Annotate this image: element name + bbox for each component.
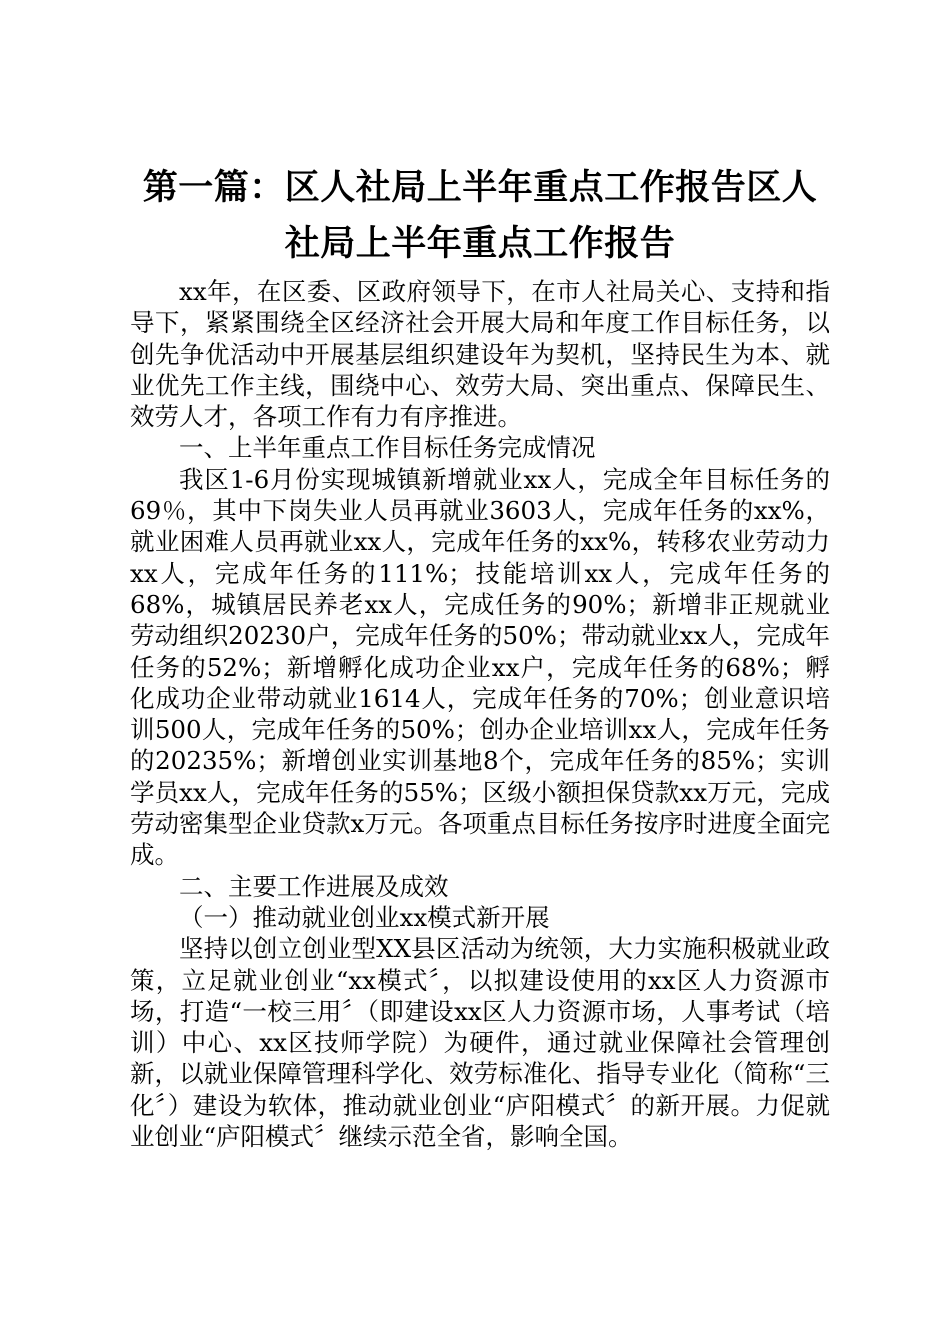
document-page xyxy=(130,160,830,1152)
subsection-heading-1: （一）推动就业创业xx模式新开展 xyxy=(179,902,550,932)
section-heading-1: 一、上半年重点工作目标任务完成情况 xyxy=(179,433,596,463)
section-heading-2: 二、主要工作进展及成效 xyxy=(179,871,449,901)
document-title: 第一篇：区人社局上半年重点工作报告区人社局上半年重点工作报告 xyxy=(142,168,818,264)
document-body xyxy=(130,276,830,1152)
intro-paragraph: xx年，在区委、区政府领导下，在市人社局关心、支持和指导下，紧紧围绕全区经济社会开展大局和年度工作目标任务，以创先争优活动中开展基层组织建设年为契机，坚持民生为本、就业优先工作主线，围绕中心、效劳大局、突出重点、保障民生、效劳人才，各项工作有力有序推进。 xyxy=(130,277,830,432)
progress-paragraph: 坚持以创立创业型XX县区活动为统领，大力实施积极就业政策，立足就业创业“xx模式〞，以拟建设使用的xx区人力资源市场，打造“一校三用〞（即建设xx区人力资源市场，人事考试（培训）中心、xx区技师学院）为硬件，通过就业保障社会管理创新，以就业保障管理科学化、效劳标准化、指导专业化（简称“三化〞）建设为软体，推动就业创业“庐阳模式〞的新开展。力促就业创业“庐阳模式〞继续示范全省，影响全国。 xyxy=(130,934,830,1152)
results-paragraph: 我区1-6月份实现城镇新增就业xx人，完成全年目标任务的69％，其中下岗失业人员再就业3603人，完成年任务的xx%，就业困难人员再就业xx人，完成年任务的xx%，转移农业劳动力xx人，完成年任务的111%；技能培训xx人，完成年任务的68%，城镇居民养老xx人，完成任务的90%；新增非正规就业劳动组织20230户，完成年任务的50%；带动就业xx人，完成年任务的52%；新增孵化成功企业xx户，完成年任务的68%；孵化成功企业带动就业1614人，完成年任务的70%；创业意识培训500人，完成年任务的50%；创办企业培训xx人，完成年任务的20235%；新增创业实训基地8个，完成年任务的85%；实训学员xx人，完成年任务的55%；区级小额担保贷款xx万元，完成劳动密集型企业贷款x万元。各项重点目标任务按序时进度全面完成。 xyxy=(130,464,830,870)
